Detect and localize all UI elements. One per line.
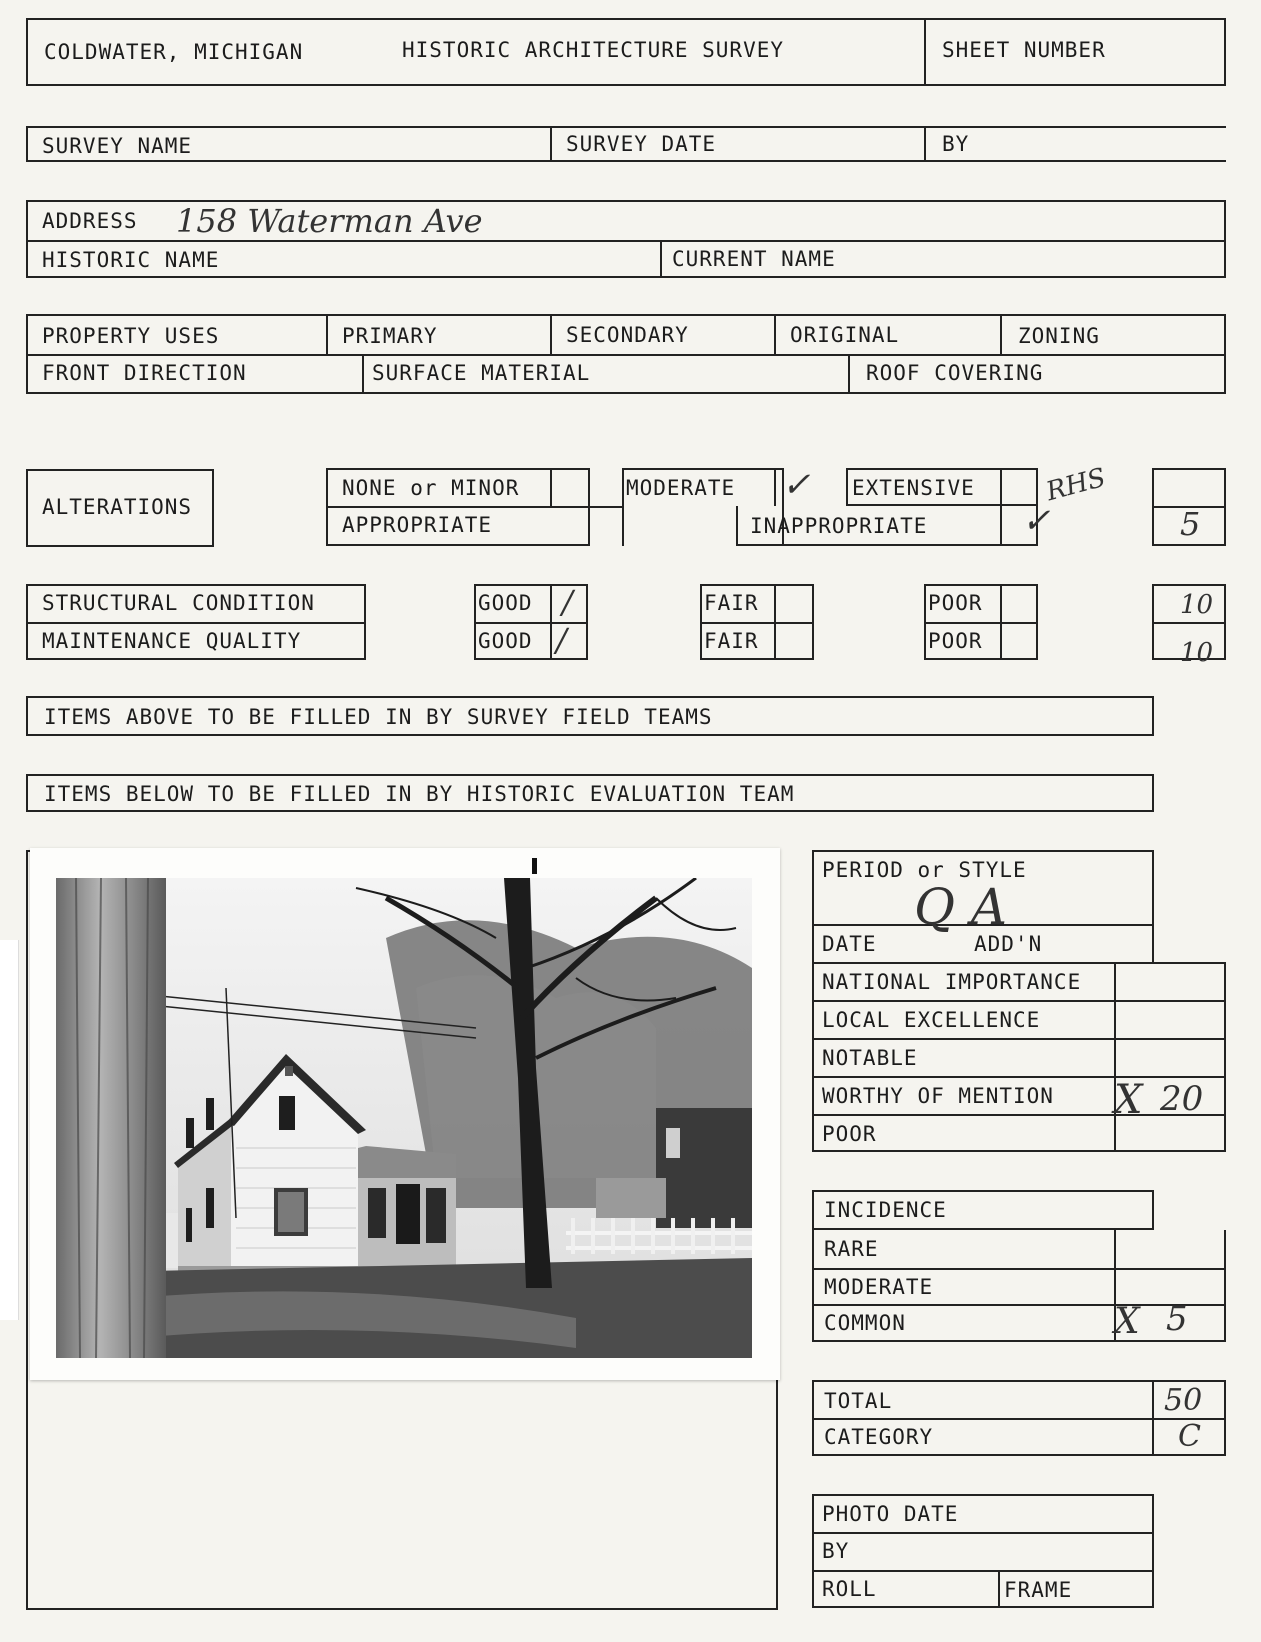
address-value: 158 Waterman Ave — [176, 202, 483, 240]
maintenance-fair-label: FAIR — [704, 629, 759, 653]
film-notch — [532, 858, 537, 874]
structural-condition-label: STRUCTURAL CONDITION — [42, 591, 315, 615]
survey-name-label: SURVEY NAME — [42, 134, 193, 158]
period-style-value: Q A — [914, 878, 1007, 936]
period-style-label: PERIOD or STYLE — [822, 858, 1027, 882]
notable-label: NOTABLE — [822, 1046, 918, 1070]
local-excellence-label: LOCAL EXCELLENCE — [822, 1008, 1041, 1032]
historic-name-label: HISTORIC NAME — [42, 248, 220, 272]
survey-date-label: SURVEY DATE — [566, 132, 717, 156]
front-direction-label: FRONT DIRECTION — [42, 361, 247, 385]
structural-good-label: GOOD — [478, 591, 533, 615]
worthy-mark: X — [1114, 1077, 1143, 1123]
maintenance-good-mark: / — [556, 621, 567, 659]
category-label: CATEGORY — [824, 1425, 934, 1449]
structural-poor-label: POOR — [928, 591, 983, 615]
moderate-label: MODERATE — [626, 476, 736, 500]
city-label: COLDWATER, MICHIGAN — [44, 40, 304, 64]
notice-below: ITEMS BELOW TO BE FILLED IN BY HISTORIC EVALUATION TEAM — [44, 782, 795, 806]
moderate-incidence-label: MODERATE — [824, 1275, 934, 1299]
original-label: ORIGINAL — [790, 323, 900, 347]
structural-good-mark: / — [562, 583, 573, 621]
worthy-score: 20 — [1160, 1079, 1204, 1119]
current-name-label: CURRENT NAME — [672, 247, 836, 271]
addn-label: ADD'N — [974, 932, 1043, 956]
inappropriate-check: ✓ — [1022, 501, 1051, 541]
total-value: 50 — [1164, 1383, 1203, 1418]
zoning-label: ZONING — [1018, 324, 1100, 348]
moderate-check: ✓ — [782, 465, 811, 505]
paper-edge — [0, 940, 19, 1320]
roof-covering-label: ROOF COVERING — [866, 361, 1044, 385]
notice-above: ITEMS ABOVE TO BE FILLED IN BY SURVEY FIELD TEAMS — [44, 705, 713, 729]
secondary-label: SECONDARY — [566, 323, 689, 347]
common-mark: X — [1114, 1301, 1140, 1342]
primary-label: PRIMARY — [342, 324, 438, 348]
photo-by-label: BY — [822, 1539, 850, 1563]
extensive-label: EXTENSIVE — [852, 476, 975, 500]
structural-fair-label: FAIR — [704, 591, 759, 615]
date-label: DATE — [822, 932, 877, 956]
house-photograph — [56, 878, 752, 1358]
property-uses-label: PROPERTY USES — [42, 324, 220, 348]
maintenance-quality-label: MAINTENANCE QUALITY — [42, 629, 302, 653]
worthy-of-mention-label: WORTHY OF MENTION — [822, 1084, 1054, 1108]
category-value: C — [1178, 1419, 1201, 1454]
address-label: ADDRESS — [42, 209, 138, 233]
incidence-label: INCIDENCE — [824, 1198, 947, 1222]
common-score: 5 — [1166, 1299, 1188, 1339]
sheet-number-label: SHEET NUMBER — [942, 38, 1106, 62]
reviewer-initials: RHS — [1043, 462, 1109, 508]
surface-material-label: SURFACE MATERIAL — [372, 361, 591, 385]
house-photo-drawing — [56, 878, 752, 1358]
alterations-score: 5 — [1180, 505, 1201, 543]
common-label: COMMON — [824, 1311, 906, 1335]
alterations-label: ALTERATIONS — [42, 495, 193, 519]
maintenance-poor-label: POOR — [928, 629, 983, 653]
photo-date-label: PHOTO DATE — [822, 1502, 959, 1526]
roll-label: ROLL — [822, 1577, 877, 1601]
survey-by-label: BY — [942, 132, 970, 156]
appropriate-label: APPROPRIATE — [342, 513, 493, 537]
frame-label: FRAME — [1004, 1578, 1073, 1602]
poor-rating-label: POOR — [822, 1122, 877, 1146]
structural-score: 10 — [1180, 590, 1214, 620]
form-title: HISTORIC ARCHITECTURE SURVEY — [402, 38, 785, 62]
national-importance-label: NATIONAL IMPORTANCE — [822, 970, 1082, 994]
inappropriate-label: INAPPROPRIATE — [750, 514, 928, 538]
total-label: TOTAL — [824, 1389, 893, 1413]
rare-label: RARE — [824, 1237, 879, 1261]
maintenance-good-label: GOOD — [478, 629, 533, 653]
maintenance-score: 10 — [1180, 638, 1214, 668]
none-minor-label: NONE or MINOR — [342, 476, 520, 500]
